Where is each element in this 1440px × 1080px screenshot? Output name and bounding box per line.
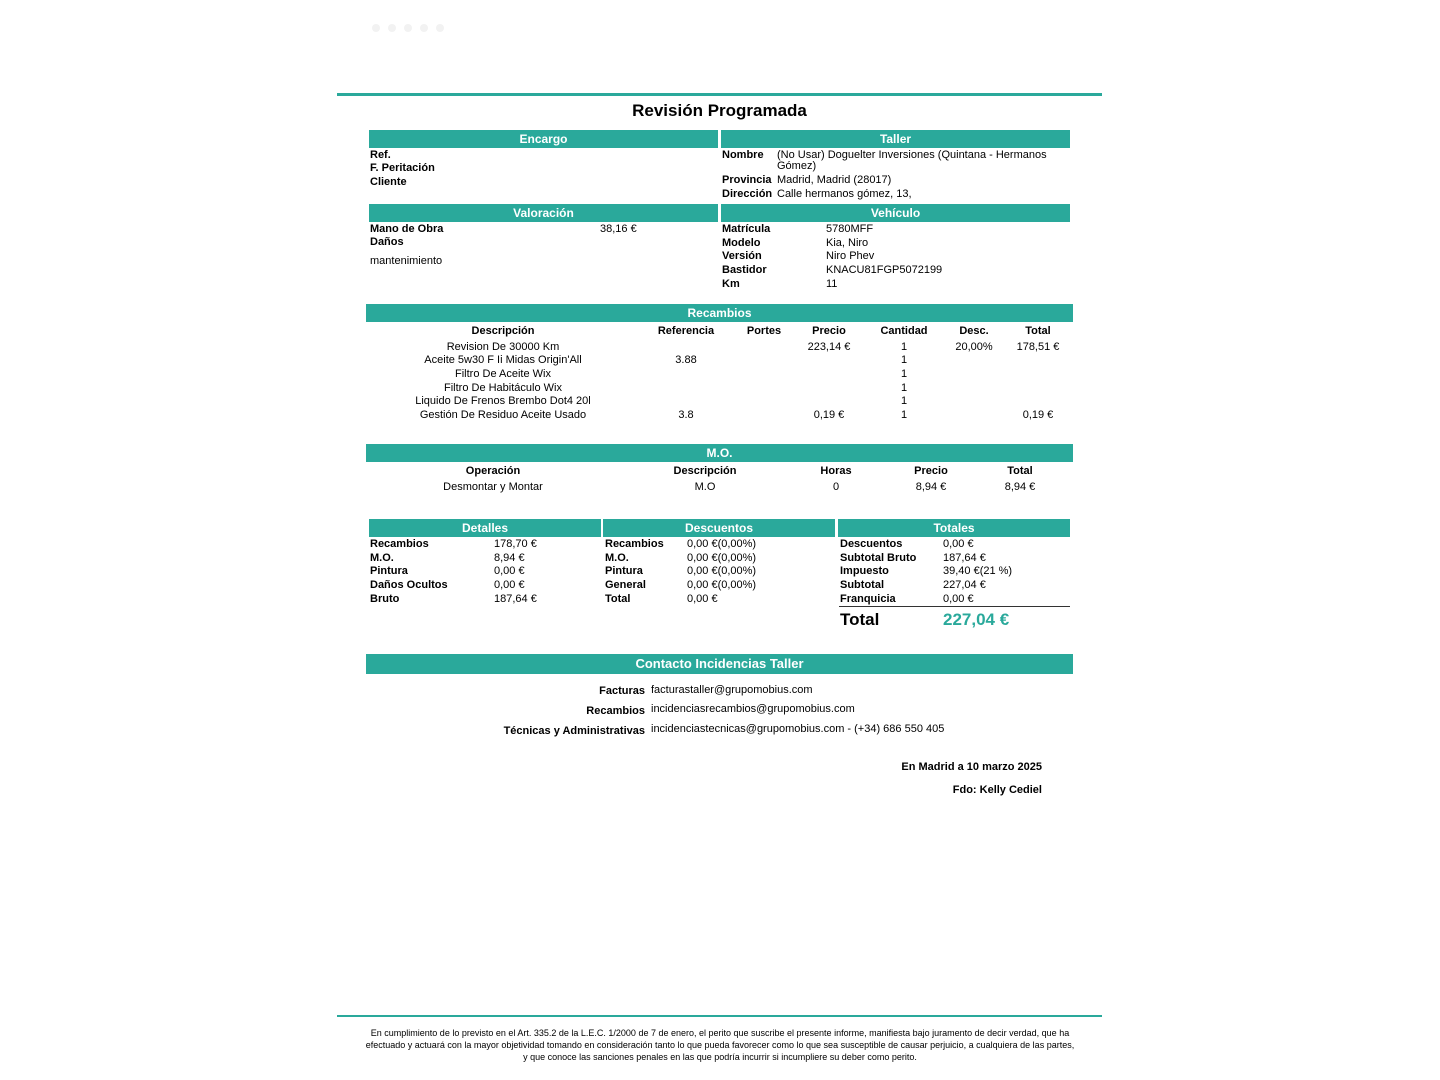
- encargo-ref-label: Ref.: [370, 149, 391, 161]
- descuentos-pintura-label: Pintura: [605, 565, 643, 577]
- detalles-pintura-value: 0,00 €: [494, 565, 525, 577]
- descuentos-total-value: 0,00 €: [687, 593, 718, 605]
- vehiculo-bastidor-value: KNACU81FGP5072199: [826, 264, 943, 276]
- mano-obra-value: 38,16 €: [600, 223, 637, 235]
- signed-by: Fdo: Kelly Cediel: [952, 784, 1042, 796]
- recambios-col-portes: Portes: [746, 325, 782, 337]
- danos-label: Daños: [370, 236, 404, 248]
- detalles-recambios-value: 178,70 €: [494, 538, 537, 550]
- recambio-cantidad: 1: [900, 395, 908, 407]
- taller-nombre-value-cont: Gómez): [777, 160, 817, 172]
- taller-header: Taller: [721, 130, 1070, 148]
- totales-subtotal-bruto-value: 187,64 €: [943, 552, 986, 564]
- legal-footer-line: y que conoce las sanciones penales en las que podría incurrir si incumpliere su deber como perito.: [523, 1052, 917, 1062]
- recambio-descripcion: Aceite 5w30 F Ii Midas Origin'All: [424, 354, 582, 366]
- place-date: En Madrid a 10 marzo 2025: [901, 761, 1042, 773]
- vehiculo-bastidor-label: Bastidor: [722, 264, 767, 276]
- totales-impuesto-value: 39,40 €(21 %): [943, 565, 1013, 577]
- recambio-cantidad: 1: [900, 382, 908, 394]
- totales-header: Totales: [838, 519, 1070, 537]
- legal-footer: [350, 1027, 1090, 1063]
- recambio-precio: 0,19 €: [813, 409, 845, 421]
- descuentos-pintura-value: 0,00 €(0,00%): [687, 565, 757, 577]
- taller-provincia-label: Provincia: [722, 174, 772, 186]
- mo-precio: 8,94 €: [915, 481, 947, 493]
- detalles-recambios-label: Recambios: [370, 538, 429, 550]
- top-rule: [337, 93, 1102, 96]
- mo-col-horas: Horas: [820, 465, 852, 477]
- descuentos-mo-label: M.O.: [605, 552, 629, 564]
- detalles-danos-ocultos-label: Daños Ocultos: [370, 579, 448, 591]
- contacto-facturas-email[interactable]: facturastaller@grupomobius.com: [651, 684, 813, 696]
- totales-subtotal-value: 227,04 €: [943, 579, 986, 591]
- mano-obra-label: Mano de Obra: [370, 223, 444, 235]
- recambio-cantidad: 1: [900, 341, 908, 353]
- mo-col-operacion: Operación: [465, 465, 521, 477]
- totales-subtotal-label: Subtotal: [840, 579, 884, 591]
- encargo-header: Encargo: [369, 130, 718, 148]
- recambio-precio: 223,14 €: [807, 341, 851, 353]
- mo-descripcion: M.O: [694, 481, 716, 493]
- page-title: Revisión Programada: [632, 101, 807, 120]
- descuentos-recambios-label: Recambios: [605, 538, 664, 550]
- contacto-tecnicas-email[interactable]: incidenciastecnicas@grupomobius.com - (+34) 686 550 405: [651, 723, 945, 735]
- detalles-bruto-label: Bruto: [370, 593, 400, 605]
- contacto-tecnicas-label: Técnicas y Administrativas: [503, 725, 645, 737]
- detalles-danos-ocultos-value: 0,00 €: [494, 579, 525, 591]
- vehiculo-version-value: Niro Phev: [826, 250, 875, 262]
- valoracion-header: Valoración: [369, 204, 718, 222]
- detalles-mo-label: M.O.: [370, 552, 394, 564]
- recambios-col-precio: Precio: [812, 325, 846, 337]
- detalles-pintura-label: Pintura: [370, 565, 408, 577]
- contacto-header: Contacto Incidencias Taller: [366, 654, 1073, 674]
- descuentos-general-label: General: [605, 579, 646, 591]
- recambio-descripcion: Revision De 30000 Km: [446, 341, 560, 353]
- taller-nombre-value: (No Usar) Doguelter Inversiones (Quintana - Hermanos: [777, 149, 1047, 161]
- recambio-cantidad: 1: [900, 409, 908, 421]
- mo-col-descripcion: Descripción: [673, 465, 737, 477]
- descuentos-general-value: 0,00 €(0,00%): [687, 579, 757, 591]
- descuentos-header: Descuentos: [603, 519, 835, 537]
- recambios-col-cantidad: Cantidad: [880, 325, 928, 337]
- descuentos-total-label: Total: [605, 593, 631, 605]
- watermark-logo-icon: [370, 22, 470, 34]
- encargo-fperitacion-label: F. Peritación: [370, 162, 435, 174]
- recambio-referencia: 3.88: [675, 354, 697, 366]
- recambio-total: 178,51 €: [1016, 341, 1060, 353]
- grand-total-label: Total: [840, 610, 880, 629]
- totales-franquicia-value: 0,00 €: [943, 593, 974, 605]
- bottom-rule: [337, 1015, 1102, 1017]
- contacto-facturas-label: Facturas: [599, 685, 645, 697]
- vehiculo-matricula-label: Matrícula: [722, 223, 771, 235]
- mo-col-total: Total: [1007, 465, 1033, 477]
- recambio-cantidad: 1: [900, 368, 908, 380]
- legal-footer-line: En cumplimiento de lo previsto en el Art. 335.2 de la L.E.C. 1/2000 de 7 de enero, el perito que suscribe el presente informe, manifiesta bajo juramento de decir verdad, que ha: [370, 1028, 1070, 1038]
- recambio-descripcion: Filtro De Habitáculo Wix: [444, 382, 562, 394]
- vehiculo-version-label: Versión: [722, 250, 762, 262]
- grand-total-value: 227,04 €: [943, 610, 1010, 629]
- vehiculo-header: Vehículo: [721, 204, 1070, 222]
- recambio-descripcion: Filtro De Aceite Wix: [455, 368, 551, 380]
- totales-subtotal-bruto-label: Subtotal Bruto: [840, 552, 917, 564]
- taller-nombre-label: Nombre: [722, 149, 764, 161]
- mo-header: M.O.: [366, 444, 1073, 462]
- recambios-col-descripcion: Descripción: [471, 325, 535, 337]
- recambios-col-referencia: Referencia: [657, 325, 715, 337]
- vehiculo-km-value: 11: [826, 278, 838, 290]
- recambio-referencia: 3.8: [678, 409, 694, 421]
- mo-horas: 0: [832, 481, 840, 493]
- vehiculo-km-label: Km: [722, 278, 740, 290]
- totales-descuentos-value: 0,00 €: [943, 538, 974, 550]
- legal-footer-line: efectuado y actuará con la mayor objetividad tomando en consideración tanto lo que pueda favorecer como lo que sea susceptible de causar perjuicio, a cualquiera de las partes,: [365, 1040, 1075, 1050]
- mo-operacion: Desmontar y Montar: [443, 481, 543, 493]
- recambios-col-desc: Desc.: [959, 325, 989, 337]
- recambio-descripcion: Liquido De Frenos Brembo Dot4 20l: [415, 395, 591, 407]
- total-divider: [839, 606, 1070, 607]
- detalles-mo-value: 8,94 €: [494, 552, 525, 564]
- detalles-header: Detalles: [369, 519, 601, 537]
- recambio-cantidad: 1: [900, 354, 908, 366]
- totales-franquicia-label: Franquicia: [840, 593, 896, 605]
- contacto-recambios-label: Recambios: [586, 705, 645, 717]
- descuentos-mo-value: 0,00 €(0,00%): [687, 552, 757, 564]
- detalles-bruto-value: 187,64 €: [494, 593, 537, 605]
- encargo-cliente-label: Cliente: [370, 176, 407, 188]
- descuentos-recambios-value: 0,00 €(0,00%): [687, 538, 757, 550]
- contacto-recambios-email[interactable]: incidenciasrecambios@grupomobius.com: [651, 703, 855, 715]
- taller-direccion-label: Dirección: [722, 188, 773, 200]
- mo-col-precio: Precio: [914, 465, 948, 477]
- vehiculo-matricula-value: 5780MFF: [826, 223, 874, 235]
- vehiculo-modelo-label: Modelo: [722, 237, 761, 249]
- mo-total: 8,94 €: [1004, 481, 1036, 493]
- taller-provincia-value: Madrid, Madrid (28017): [777, 174, 892, 186]
- recambio-total: 0,19 €: [1022, 409, 1054, 421]
- recambio-desc: 20,00%: [955, 341, 993, 353]
- totales-descuentos-label: Descuentos: [840, 538, 903, 550]
- recambios-col-total: Total: [1025, 325, 1051, 337]
- vehiculo-modelo-value: Kia, Niro: [826, 237, 869, 249]
- taller-direccion-value: Calle hermanos gómez, 13,: [777, 188, 912, 200]
- totales-impuesto-label: Impuesto: [840, 565, 889, 577]
- recambio-descripcion: Gestión De Residuo Aceite Usado: [419, 409, 587, 421]
- recambios-header: Recambios: [366, 304, 1073, 322]
- danos-value: mantenimiento: [370, 255, 443, 267]
